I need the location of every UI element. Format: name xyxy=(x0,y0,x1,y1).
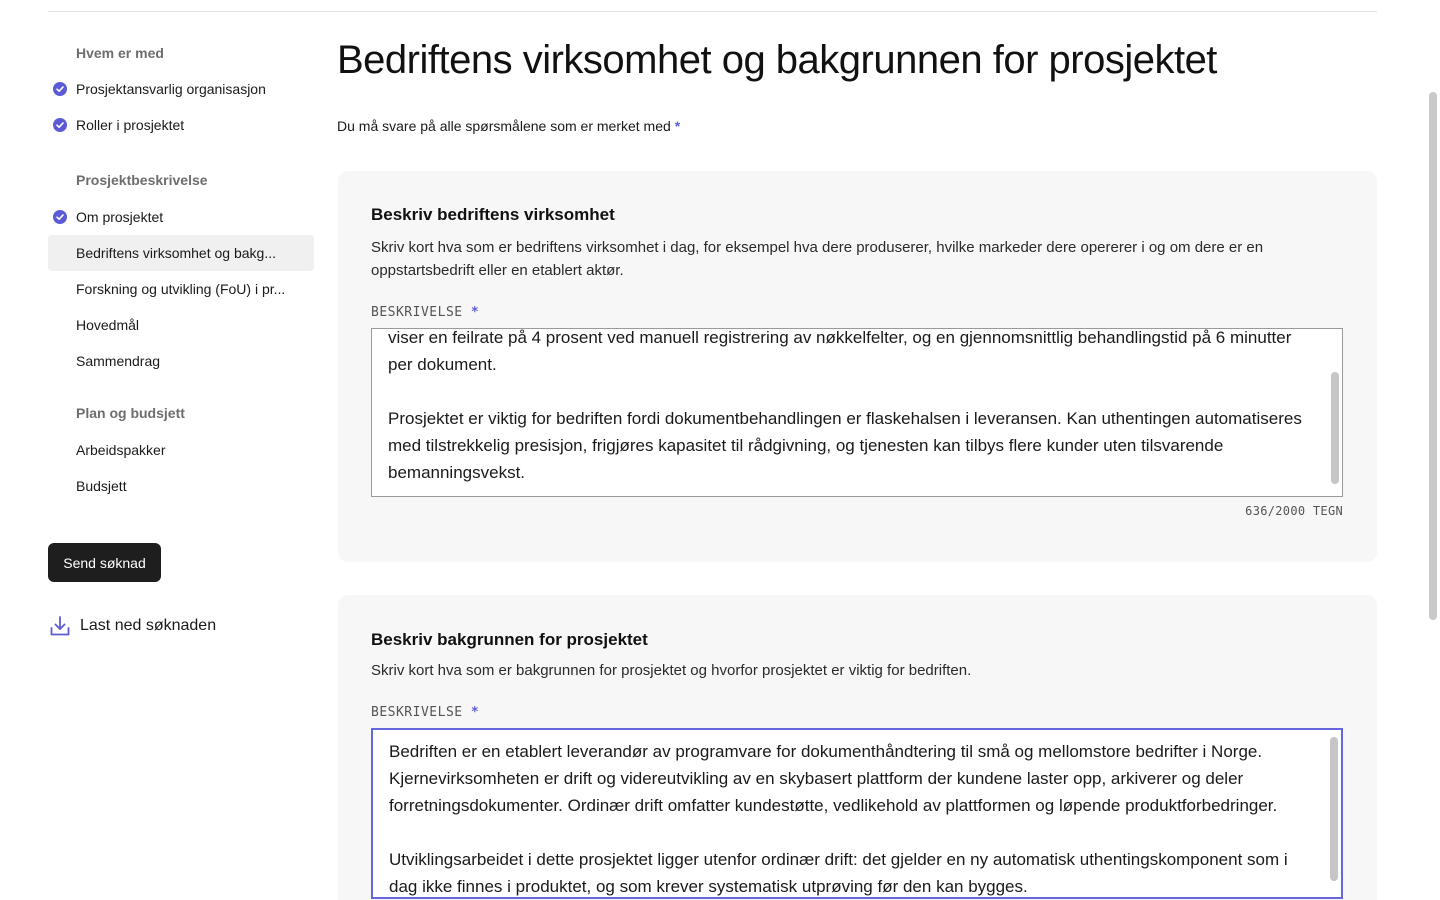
check-circle-icon xyxy=(53,82,67,96)
textarea-content: Bedriften er en etablert leverandør av programvare for dokumenthåndtering til små og mellomstore bedrifter i Norge. Kjernevirksomheten er drift og videreutvikling av en skybasert plattform der kundene laster opp, arkiverer og deler forretningsdokumenter. Ordinær drift omfatter kundestøtte, vedlikehold av plattformen og løpende produktforbedringer. Utviklingsarbeidet i dette prosjektet ligger utenfor ordinær drift: det gjelder en ny automatisk uthentingskomponent som i dag ikke finnes i produktet, og som krever systematisk utprøving før den kan bygges. xyxy=(389,742,1288,896)
sidebar-item-roller[interactable] xyxy=(48,107,314,143)
sidebar-item-label: Arbeidspakker xyxy=(76,442,166,458)
sidebar-item-budsjett[interactable] xyxy=(48,468,314,504)
download-link-label: Last ned søknaden xyxy=(80,617,217,634)
question-card-virksomhet xyxy=(338,171,1377,562)
top-divider xyxy=(48,11,1377,12)
page-title: Bedriftens virksomhet og bakgrunnen for prosjektet xyxy=(337,38,1217,82)
sidebar-item-fou[interactable] xyxy=(48,271,314,307)
required-note xyxy=(337,118,680,134)
textarea-scrollbar[interactable] xyxy=(1329,330,1341,495)
required-asterisk: * xyxy=(470,305,480,320)
sidebar-item-sammendrag[interactable] xyxy=(48,343,314,379)
sidebar-item-bedriftens-virksomhet[interactable] xyxy=(48,235,314,271)
sidebar-item-hovedmal[interactable] xyxy=(48,307,314,343)
sidebar-item-prosjektansvarlig[interactable] xyxy=(48,71,314,107)
sidebar-item-label: Bedriftens virksomhet og bakg... xyxy=(76,245,276,261)
nav-section-title: Plan og budsjett xyxy=(76,405,185,421)
question-description: Skriv kort hva som er bakgrunnen for prosjektet og hvorfor prosjektet er viktig for bedriften. xyxy=(371,662,972,679)
required-note-text: Du må svare på alle spørsmålene som er merket med xyxy=(337,118,671,134)
field-label xyxy=(371,305,479,320)
textarea-content: viser en feilrate på 4 prosent ved manuell registrering av nøkkelfelter, og en gjennomsnittlig behandlingstid på 6 minutter per dokument. Prosjektet er viktig for bedriften fordi dokumentbehandlingen er flaskehalsen i leveransen. Kan uthentingen automatiseres med tilstrekkelig presisjon, frigjøres kapasitet til rådgivning, og tjenesten kan tilbys flere kunder uten tilsvarende bemanningsvekst. xyxy=(388,328,1302,482)
question-heading: Beskriv bedriftens virksomhet xyxy=(371,205,615,224)
character-count: 636/2000 TEGN xyxy=(1245,504,1343,518)
sidebar-item-label: Forskning og utvikling (FoU) i pr... xyxy=(76,281,286,297)
nav-section-title: Prosjektbeskrivelse xyxy=(76,172,208,188)
field-label xyxy=(371,705,479,720)
sidebar-item-label: Om prosjektet xyxy=(76,209,164,225)
textarea-scroll-thumb[interactable] xyxy=(1330,737,1338,881)
required-asterisk: * xyxy=(674,118,681,134)
sidebar-item-label: Prosjektansvarlig organisasjon xyxy=(76,81,266,97)
required-asterisk: * xyxy=(470,705,480,720)
sidebar-item-label: Budsjett xyxy=(76,478,127,494)
page-scrollbar-thumb[interactable] xyxy=(1429,92,1437,620)
nav-section-title: Hvem er med xyxy=(76,45,164,61)
sidebar-item-arbeidspakker[interactable] xyxy=(48,432,314,468)
check-circle-icon xyxy=(53,210,67,224)
question-description: Skriv kort hva som er bedriftens virksomhet i dag, for eksempel hva dere produserer, hvilke markeder dere opererer i og om dere er en oppstartsbedrift eller en etablert aktør. xyxy=(371,239,1264,279)
sidebar-item-label: Hovedmål xyxy=(76,317,140,333)
sidebar-nav xyxy=(48,30,314,504)
textarea-scroll-thumb[interactable] xyxy=(1331,372,1339,484)
virksomhet-textarea[interactable] xyxy=(371,328,1343,497)
question-heading: Beskriv bakgrunnen for prosjektet xyxy=(371,630,648,649)
sidebar-item-om-prosjektet[interactable] xyxy=(48,199,314,235)
sidebar-item-label: Roller i prosjektet xyxy=(76,117,185,133)
textarea-scrollbar[interactable] xyxy=(1328,731,1340,896)
send-application-button[interactable]: Send søknad xyxy=(48,543,161,582)
check-circle-icon xyxy=(53,118,67,132)
download-icon xyxy=(48,614,72,638)
bakgrunn-textarea[interactable] xyxy=(371,728,1343,899)
field-label-text: BESKRIVELSE xyxy=(371,705,463,720)
field-label-text: BESKRIVELSE xyxy=(371,305,463,320)
download-application-link[interactable] xyxy=(48,612,216,640)
sidebar-item-label: Sammendrag xyxy=(76,353,161,369)
question-card-bakgrunn xyxy=(338,595,1377,900)
